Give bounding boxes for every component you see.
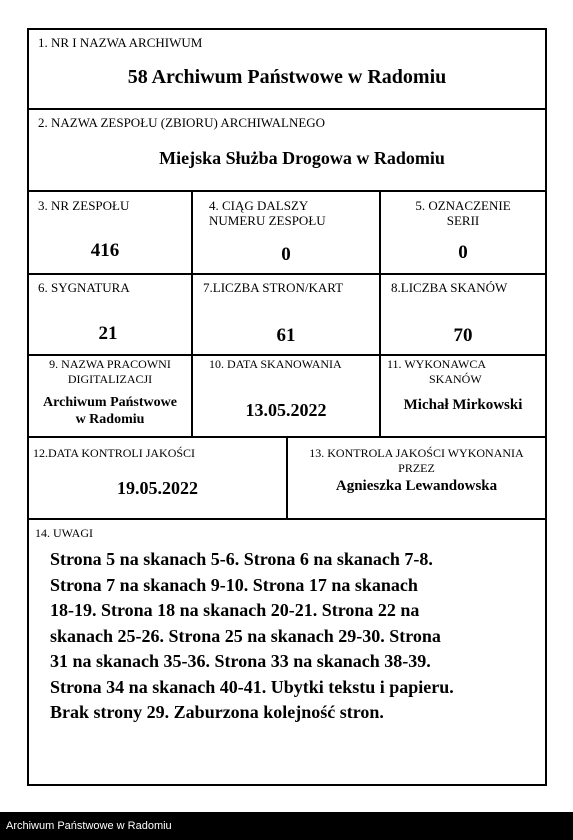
lab-label-2: DIGITALIZACJI <box>67 372 153 386</box>
remarks-line: 31 na skanach 35-36. Strona 33 na skanach 38-39. <box>50 651 431 671</box>
operator-field <box>381 356 545 436</box>
fonds-number-label: 3. NR ZESPOŁU <box>38 198 130 213</box>
fonds-name-field <box>29 110 545 190</box>
metadata-card <box>27 28 547 786</box>
remarks-line: Strona 34 na skanach 40-41. Ubytki tekstu i papieru. <box>50 676 454 697</box>
remarks-line: Strona 7 na skanach 9-10. Strona 17 na skanach <box>50 574 418 595</box>
scan-date-label: 10. DATA SKANOWANIA <box>209 357 342 371</box>
scans-value: 70 <box>453 325 473 346</box>
pages-field <box>193 275 379 354</box>
operator-value: Michał Mirkowski <box>403 397 523 413</box>
remarks-line: skanach 25-26. Strona 25 na skanach 29-30. Strona <box>50 625 441 646</box>
signature-value: 21 <box>98 323 118 344</box>
remarks-line: Strona 5 na skanach 5-6. Strona 6 na skanach 7-8. <box>50 549 433 569</box>
qc-date-field <box>29 438 286 518</box>
remarks-text <box>50 547 454 726</box>
fonds-name-value: Miejska Służba Drogowa w Radomiu <box>159 148 445 168</box>
archive-value: 58 Archiwum Państwowe w Radomiu <box>127 66 447 88</box>
qc-date-label: 12.DATA KONTROLI JAKOŚCI <box>33 446 196 460</box>
archive-label: 1. NR I NAZWA ARCHIWUM <box>38 35 203 50</box>
operator-label-1: 11. WYKONAWCA <box>387 357 487 371</box>
pages-label: 7.LICZBA STRON/KART <box>203 280 344 295</box>
qc-by-field <box>288 438 545 518</box>
qc-by-label-2: PRZEZ <box>398 461 435 475</box>
fonds-number-cont-field <box>193 192 379 273</box>
fonds-number-cont-label-2: NUMERU ZESPOŁU <box>209 213 326 228</box>
signature-field <box>29 275 191 354</box>
remarks-field <box>29 520 545 784</box>
fonds-number-field <box>29 192 191 273</box>
remarks-label: 14. UWAGI <box>35 526 93 540</box>
footer-text: Archiwum Państwowe w Radomiu <box>6 820 172 832</box>
series-label-2: SERII <box>446 213 480 228</box>
footer-bar <box>0 812 573 840</box>
archive-field <box>29 30 545 108</box>
lab-value-1: Archiwum Państwowe <box>43 395 177 410</box>
lab-label-1: 9. NAZWA PRACOWNI <box>49 357 171 371</box>
fonds-number-value: 416 <box>90 240 120 261</box>
fonds-name-label: 2. NAZWA ZESPOŁU (ZBIORU) ARCHIWALNEGO <box>38 115 326 130</box>
scans-label: 8.LICZBA SKANÓW <box>391 280 508 295</box>
qc-date-value: 19.05.2022 <box>117 478 198 498</box>
lab-value-2: w Radomiu <box>75 412 145 427</box>
pages-value: 61 <box>276 325 296 346</box>
fonds-number-cont-label-1: 4. CIĄG DALSZY <box>209 198 309 213</box>
scan-date-field <box>193 356 379 436</box>
scans-field <box>381 275 545 354</box>
series-field <box>381 192 545 273</box>
qc-by-value: Agnieszka Lewandowska <box>335 478 498 494</box>
scan-date-value: 13.05.2022 <box>245 400 327 420</box>
fonds-number-cont-value: 0 <box>281 244 291 265</box>
remarks-line: 18-19. Strona 18 na skanach 20-21. Strona 22 na <box>50 600 420 620</box>
operator-label-2: SKANÓW <box>429 372 482 386</box>
lab-field <box>29 356 191 436</box>
qc-by-label-1: 13. KONTROLA JAKOŚCI WYKONANIA <box>309 446 524 460</box>
series-label-1: 5. OZNACZENIE <box>415 198 511 213</box>
remarks-line: Brak strony 29. Zaburzona kolejność stron. <box>50 702 384 722</box>
series-value: 0 <box>458 242 468 263</box>
signature-label: 6. SYGNATURA <box>38 280 130 295</box>
